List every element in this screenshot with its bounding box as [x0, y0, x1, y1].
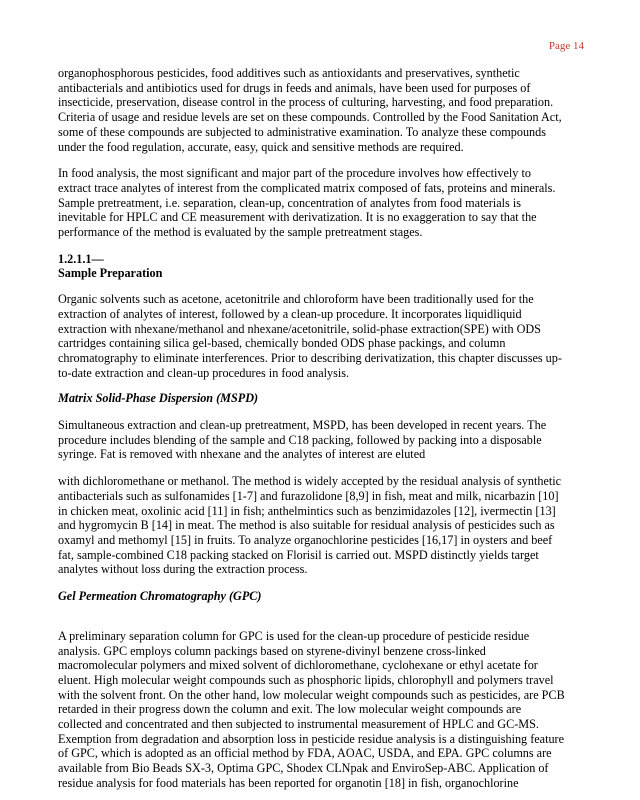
text-line: of GPC, which is adopted as an official method by FDA, AOAC, USDA, and EPA. GPC columns are: [58, 746, 552, 761]
text-line: syringe. Fat is removed with nhexane and the analytes of interest are eluted: [58, 447, 426, 462]
page-number: Page 14: [548, 40, 584, 52]
text-line: extraction with nhexane/methanol and nhexane/acetonitrile, solid-phase extraction(SPE) with ODS: [58, 321, 541, 336]
paragraph-mspd-continued: [58, 474, 584, 577]
text-line: antibacterials and antibiotics used for drugs in feeds and animals, have been used for purposes of: [58, 80, 531, 95]
paragraph-sample-preparation: [58, 292, 584, 380]
text-line: A preliminary separation column for GPC is used for the clean-up procedure of pesticide residue: [58, 628, 530, 643]
text-line: some of these compounds are subjected to administrative examination. To analyze these compounds: [58, 124, 546, 139]
text-line: fat, sample-combined C18 packing stacked on Florisil is carried out. MSPD distinctly yields target: [58, 547, 539, 562]
text-line: performance of the method is evaluated by the sample pretreatment stages.: [58, 225, 423, 240]
text-line: chromatography to eliminate interferences. Prior to describing derivatization, this chapter discusses up-: [58, 350, 562, 365]
text-line: organophosphorous pesticides, food additives such as antioxidants and preservatives, synthetic: [58, 66, 520, 80]
text-line: extract trace analytes of interest from the complicated matrix composed of fats, proteins and minerals.: [58, 180, 556, 195]
paragraph-gpc: [58, 629, 584, 791]
text-line: procedure includes blending of the sample and C18 packing, followed by packing into a disposable: [58, 432, 542, 447]
text-line: in chicken meat, oxolinic acid [11] in fish; anthelmintics such as benzimidazoles [12], ivermectin [13]: [58, 503, 556, 518]
section-title: Sample Preparation: [58, 266, 163, 281]
subheading-gpc: Gel Permeation Chromatography (GPC): [58, 589, 262, 604]
text-line: extraction of analytes of interest, followed by a clean-up procedure. It incorporates liquidliquid: [58, 306, 522, 321]
text-line: retarded in their progress down the column and exit. The low molecular weight compounds are: [58, 702, 522, 717]
text-line: and hygromycin B [14] in meat. The method is also suitable for residual analysis of pesticides such as: [58, 518, 555, 533]
text-line: Exemption from degradation and absorption loss in pesticide residue analysis is a distinguishing feature: [58, 731, 565, 746]
text-line: under the food regulation, accurate, easy, quick and sensitive methods are required.: [58, 139, 464, 154]
paragraph-pesticides-intro: [58, 66, 584, 154]
text-line: cartridges containing silica gel-based, chemically bonded ODS phase packings, and column: [58, 336, 506, 351]
text-line: insecticide, preservation, disease control in the process of culturing, harvesting, and food preparation.: [58, 95, 554, 110]
text-line: with the solvent front. On the other hand, low molecular weight compounds such as pesticides, are PCB: [58, 687, 565, 702]
text-line: residue analysis for food materials has been reported for organotin [18] in fish, organochlorine: [58, 775, 519, 790]
text-line: Simultaneous extraction and clean-up pretreatment, MSPD, has been developed in recent years. The: [58, 418, 547, 433]
paragraph-mspd: [58, 418, 584, 462]
text-line: to-date extraction and clean-up procedures in food analysis.: [58, 365, 350, 380]
text-line: analysis. GPC employs column packings based on styrene-divinyl benzene cross-linked: [58, 643, 486, 658]
text-line: antibacterials such as sulfonamides [1-7] and furazolidone [8,9] in fish, meat and milk, nicarbazin [10]: [58, 488, 559, 503]
paragraph-food-analysis: [58, 166, 584, 240]
subheading-mspd: Matrix Solid-Phase Dispersion (MSPD): [58, 391, 259, 406]
text-line: macromolecular polymers and mixed solvent of dichloromethane, cyclohexane or ethyl acetate for: [58, 658, 538, 673]
text-line: collected and concentrated and then subjected to instrumental measurement of HPLC and GC-MS.: [58, 717, 539, 732]
document-body: [58, 66, 584, 791]
section-number: 1.2.1.1—: [58, 251, 104, 266]
text-line: inevitable for HPLC and CE measurement with derivatization. It is no exaggeration to say that the: [58, 210, 537, 225]
text-line: analytes without loss during the extraction process.: [58, 562, 308, 577]
text-line: with dichloromethane or methanol. The method is widely accepted by the residual analysis of synthetic: [58, 474, 562, 489]
text-line: available from Bio Beads SX-3, Optima GPC, Shodex CLNpak and EnviroSep-ABC. Application of: [58, 761, 549, 776]
text-line: eluent. High molecular weight compounds such as phosphoric lipids, chlorophyll and polymers travel: [58, 672, 554, 687]
text-line: Sample pretreatment, i.e. separation, clean-up, concentration of analytes from food materials is: [58, 195, 521, 210]
text-line: Organic solvents such as acetone, acetonitrile and chloroform have been traditionally used for the: [58, 292, 534, 307]
text-line: In food analysis, the most significant and major part of the procedure involves how effectively to: [58, 166, 531, 181]
text-line: oxamyl and methomyl [15] in fruits. To analyze organochlorine pesticides [16,17] in oysters and beef: [58, 532, 553, 547]
text-line: Criteria of usage and residue levels are set on these compounds. Controlled by the Food Sanitation Act,: [58, 110, 562, 125]
